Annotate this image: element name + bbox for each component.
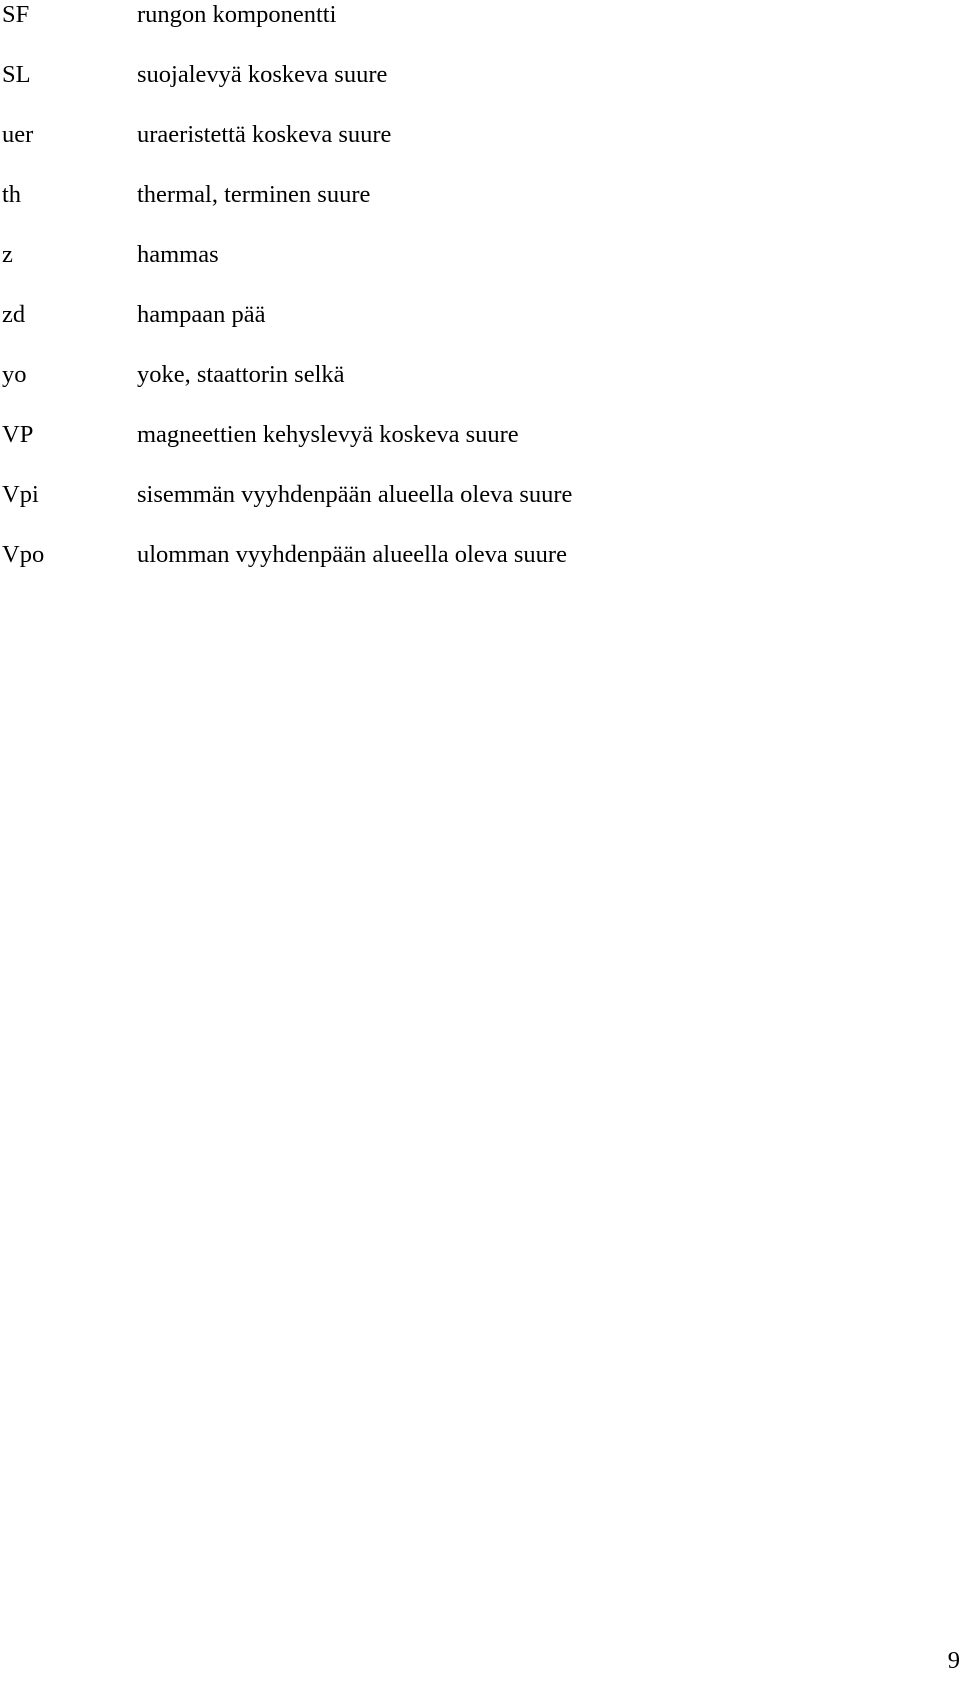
symbol-term: Vpo [2,541,45,568]
symbol-description: yoke, staattorin selkä [137,361,345,388]
symbol-description: hampaan pää [137,301,266,328]
symbol-term: SF [2,1,30,28]
symbol-description: rungon komponentti [137,1,337,28]
symbol-row [0,240,960,300]
symbol-row [0,300,960,360]
symbol-term: Vpi [2,481,39,508]
symbol-description: thermal, terminen suure [137,181,371,208]
symbol-description: sisemmän vyyhdenpään alueella oleva suure [137,481,573,508]
symbol-term: th [2,181,22,208]
symbol-term: yo [2,361,27,388]
symbol-term: z [2,241,13,268]
symbol-row [0,120,960,180]
symbol-row [0,540,960,600]
symbol-row [0,480,960,540]
symbol-row [0,0,960,60]
symbol-description: ulomman vyyhdenpään alueella oleva suure [137,541,567,568]
page-number: 9 [947,1647,960,1674]
symbol-row [0,180,960,240]
symbol-term: uer [2,121,34,148]
symbol-description: suojalevyä koskeva suure [137,61,388,88]
symbol-list [0,0,960,600]
symbol-description: magneettien kehyslevyä koskeva suure [137,421,519,448]
symbol-row [0,360,960,420]
symbol-description: uraeristettä koskeva suure [137,121,392,148]
symbol-row [0,420,960,480]
symbol-row [0,60,960,120]
symbol-term: SL [2,61,31,88]
symbol-term: zd [2,301,26,328]
symbol-description: hammas [137,241,219,268]
symbol-term: VP [2,421,34,448]
